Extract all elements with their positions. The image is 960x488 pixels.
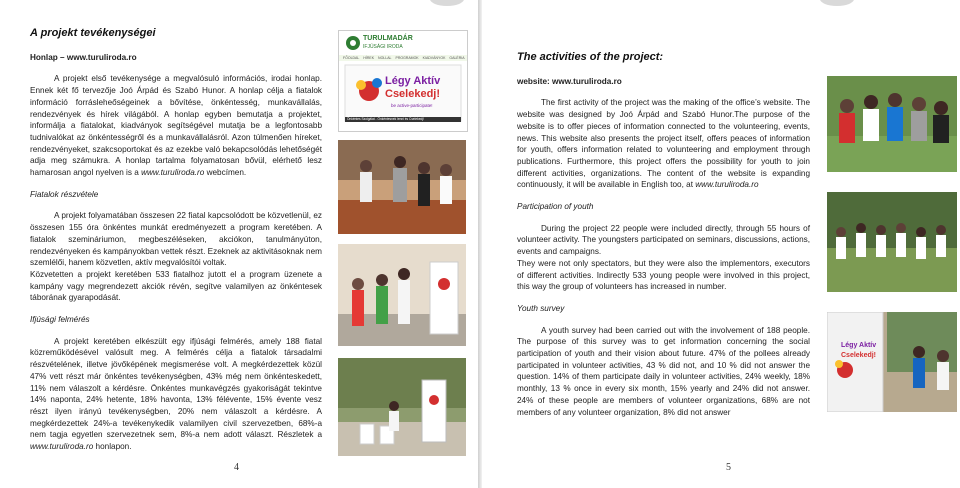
section-title-survey-hu: Ifjúsági felmérés [30, 315, 90, 325]
rollup-text-line1: Légy Aktív [841, 342, 877, 349]
photo-event-rollup [338, 358, 466, 456]
left-page [0, 0, 478, 488]
rollup-text-line2: Cselekedj! [841, 352, 877, 359]
website-paragraph: The first activity of the project was the making of the office’s website. The website was designed by Joó Árpád and Szabó Hunor.The purpose of the website is to offer pieces of information connected to the volunteering, events, news. This website also presents the project itself, offers peaces of information for youth, offers information related to volunteering and employment through publications. Furthermore, this project offers the possibility for youth to join different activities, organizations. The content of the website is expanding continuously, it will be available in English too, at www.turuliroda.ro [517, 98, 810, 190]
right-page [482, 0, 960, 488]
right-text-column [517, 52, 810, 418]
participation-paragraph-2-en: They were not only spectators, but they were also the implementors, executors of different activities. Indirectly 533 young people were involved in this project, this way the group of volunteers has increased in number. [517, 258, 810, 292]
website-brand-sub: IFJÚSÁGI IRODA [363, 44, 403, 50]
left-page-title: A projekt tevékenységei [30, 27, 156, 39]
participation-paragraph-1-hu: A projekt folyamatában összesen 22 fiatal kapcsolódott be közvetlenül, ez összesen 155 óra önkéntes munkát eredményezett a program keretében. A fiatalok szemináriumon, megbeszéléseken, akciókon, tanulmányúton, rendezvényeken és kampányokban vettek részt. Ezeknek az aktivitásoknak nem szemlélői, hanem közvetlen, aktív megvalósítói voltak. [30, 211, 322, 268]
homepage-paragraph: A projekt első tevékenysége a megvalósuló információs, irodai honlap. Ennek két fő tervezője Joó Árpád és Szabó Hunor. A honlap célja a fiatalok információ forrásleheőségeinek a bővítése, önkéntesség, munkavállalás, rendezvények és hírek világából. A honlap egyben bemutatja a projektet, informálja a fiatalokat, kiadványok segítségével mutatja be a legfontosabb tudnivalókat az önkéntességről és a munkavállalásról. Azon túlmenően híreket, rendezvényeket, szakcsoportokat és az ezekbe való bekapcsolódás lehetőségét adja meg számukra. A honlap tartalma folyamatosan bővül, elérhető lesz hamarosan angol nyelven is a www.turuliroda.ro webcímen. [30, 74, 322, 178]
website-banner-line2: Cselekedj! [385, 88, 441, 100]
page-number-left: 4 [234, 462, 239, 473]
decorative-swirl [430, 0, 464, 6]
website-nav [343, 56, 465, 60]
website-nav-item[interactable]: GALÉRIA [449, 56, 465, 60]
website-nav-item[interactable]: HÍREK [363, 56, 375, 60]
survey-paragraph-hu: A projekt keretében elkészült egy ifjúsági felmérés, amely 188 fiatal közreműködésével valósult meg. A felmérés célja a fiatalok társadalmi részvételének, illetve jövőképének megismerése volt. A megkérdezettek közül 47% vett részt már önkéntes tevékenységben, 43% még nem önkénteskedett, 11% nem válaszolt a kérdésre. Önkéntes munkavégzés gyakoriságát tekintve 14% naponta, 24% hetente, 18% havonta, 13% félévente, 15% évente vesz részt ilyen irányú tevékenységben, 20% nem válaszolt a kérdésre. A megkérdezettek 24%-a tevékenykedik valamilyen civil szervezetben, 68%-a nem tagja egyetlen szervezetnek sem, 8%-a nem adott választ. Részletek a www.turuliroda.ro honlapon. [30, 336, 322, 452]
photo-group-meeting [827, 192, 957, 292]
right-page-title: The activities of the project: [517, 51, 664, 63]
participation-paragraph-1-en: During the project 22 people were included directly, through 55 hours of volunteer activity. The youngsters participated on seminars, discussions, actions, events and campaigns. [517, 223, 810, 257]
website-label: website: www.turuliroda.ro [517, 76, 622, 86]
website-banner-sub: be active-participate! [391, 103, 433, 108]
section-title-participation-hu: Fiatalok részvétele [30, 189, 99, 199]
website-footer-strip: Önkéntes Szolgálat - Önkéntesnek lenni és Cselekedj! [347, 117, 424, 121]
website-nav-item[interactable]: NOLLAL [378, 56, 392, 60]
homepage-heading: Honlap – www.turuliroda.ro [30, 52, 137, 62]
section-title-participation-en: Participation of youth [517, 202, 594, 212]
left-text-column [30, 28, 322, 453]
website-banner-line1: Légy Aktív [385, 75, 441, 87]
photo-group-circle [827, 76, 957, 172]
survey-paragraph-en: A youth survey had been carried out with the involvement of 188 people. The purpose of this survey was to get information concerning the social participation of youth and their vision about future. 47% of the pollees already participated in volunteer activities, 43 % did not, and 10 % did not answer the question. 14% of them participate daily in volunteer activities, 24% weekly, 18% monthly, 13 % once in every six month, 15% yearly and 24% did not answer. 24% of these people are members of volunteer organizations, 68% are not members of any volunteer organization, 8% did not answer [517, 325, 810, 417]
page-number-right: 5 [726, 462, 731, 473]
section-title-survey-en: Youth survey [517, 303, 565, 313]
homepage-link[interactable]: www.turuliroda.ro [141, 168, 205, 178]
decorative-swirl [820, 0, 854, 6]
website-link-en[interactable]: www.turuliroda.ro [695, 180, 759, 190]
website-brand: TURULMADÁR [363, 35, 413, 42]
photo-rollup-outdoor [827, 312, 957, 412]
survey-link-hu[interactable]: www.turuliroda.ro [30, 442, 94, 452]
website-nav-item[interactable]: KIADVÁNYOK [422, 56, 446, 60]
website-nav-item[interactable]: FŐOLDAL [343, 56, 360, 60]
website-nav-item[interactable]: PROGRAMOK [395, 56, 419, 60]
participation-paragraph-2-hu: Közvetetten a projekt keretében 533 fiatalhoz jutott el a program üzenete a kampány vagy megrendezett akciók révén, segítve valamilyen az önkéntesek táborának gyarapodását. [30, 269, 322, 303]
photo-dance-workshop [338, 140, 466, 234]
photo-volunteers-stand [338, 244, 466, 346]
website-screenshot [338, 30, 468, 132]
